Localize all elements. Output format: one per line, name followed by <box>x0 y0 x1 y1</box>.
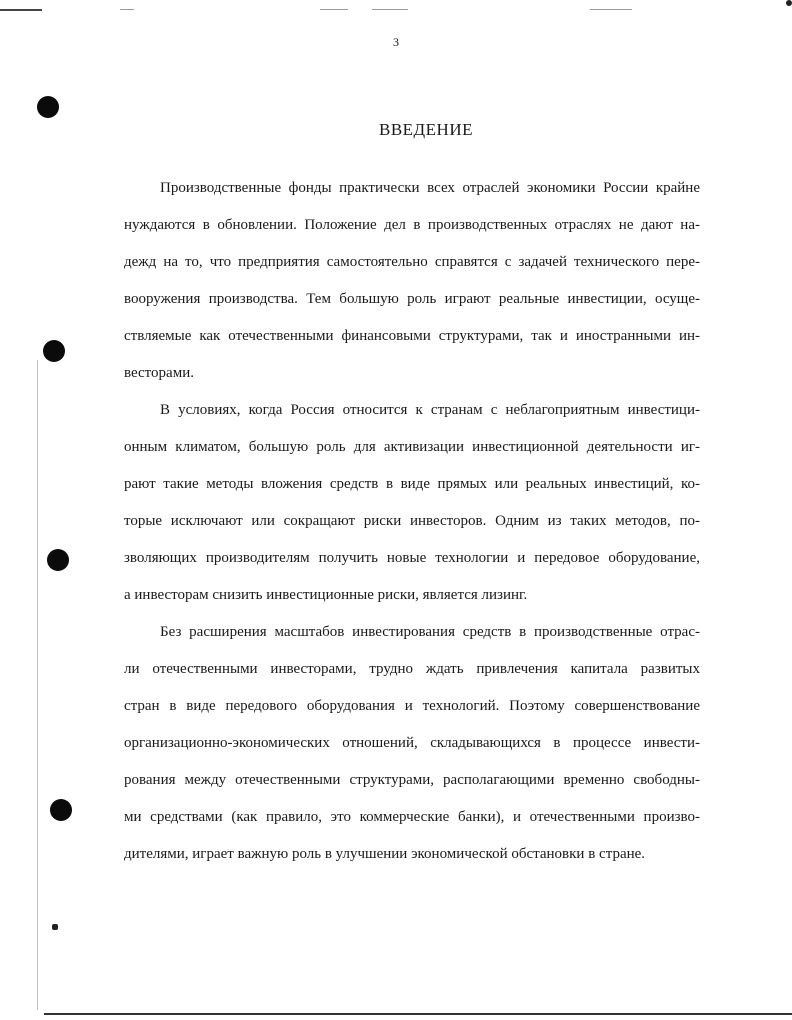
body-text <box>124 170 700 873</box>
text-line: ми средствами (как правило, это коммерческие банки), и отечественными произво- <box>124 809 700 825</box>
paragraph <box>124 170 700 392</box>
punch-hole <box>37 96 59 118</box>
text-line: Производственные фонды практически всех отраслей экономики России крайне <box>160 180 700 196</box>
scan-top-rule <box>0 9 42 11</box>
scan-left-edge <box>37 360 38 1010</box>
text-line: торые исключают или сокращают риски инвесторов. Одним из таких методов, по- <box>124 513 700 529</box>
scan-top-rule <box>590 9 632 10</box>
text-line: весторами. <box>124 365 194 381</box>
scan-top-rule <box>120 9 134 10</box>
text-line: дежд на то, что предприятия самостоятельно справятся с задачей технического пере- <box>124 254 700 270</box>
text-line: а инвесторам снизить инвестиционные риски, является лизинг. <box>124 587 528 603</box>
scan-speck <box>52 924 58 930</box>
paragraph <box>124 392 700 614</box>
scan-top-rule <box>372 9 408 10</box>
text-line: Без расширения масштабов инвестирования средств в производственные отрас- <box>160 624 700 640</box>
punch-hole <box>43 340 65 362</box>
text-line: рают такие методы вложения средств в виде прямых или реальных инвестиций, ко- <box>124 476 700 492</box>
punch-hole <box>50 799 72 821</box>
text-line: организационно-экономических отношений, складывающихся в процессе инвести- <box>124 735 700 751</box>
text-line: рования между отечественными структурами, располагающими временно свободны- <box>124 772 700 788</box>
text-line: стран в виде передового оборудования и технологий. Поэтому совершенствование <box>124 698 700 714</box>
text-line: В условиях, когда Россия относится к странам с неблагоприятным инвестици- <box>160 402 700 418</box>
text-line: дителями, играет важную роль в улучшении экономической обстановки в стране. <box>124 846 646 862</box>
text-line: нуждаются в обновлении. Положение дел в производственных отраслях не дают на- <box>124 217 700 233</box>
section-title: ВВЕДЕНИЕ <box>379 120 473 139</box>
text-line: ствляемые как отечественными финансовыми структурами, так и иностранными ин- <box>124 328 700 344</box>
scan-corner-mark <box>786 0 792 6</box>
scan-bottom-rule <box>44 1013 792 1015</box>
text-line: ли отечественными инвесторами, трудно ждать привлечения капитала развитых <box>124 661 700 677</box>
page-number: 3 <box>393 35 399 49</box>
punch-hole <box>47 549 69 571</box>
text-line: зволяющих производителям получить новые технологии и передовое оборудование, <box>124 550 700 566</box>
scan-top-rule <box>320 9 348 10</box>
text-line: вооружения производства. Тем большую роль играют реальные инвестиции, осуще- <box>124 291 700 307</box>
paragraph <box>124 614 700 873</box>
text-line: онным климатом, большую роль для активизации инвестиционной деятельности иг- <box>124 439 700 455</box>
